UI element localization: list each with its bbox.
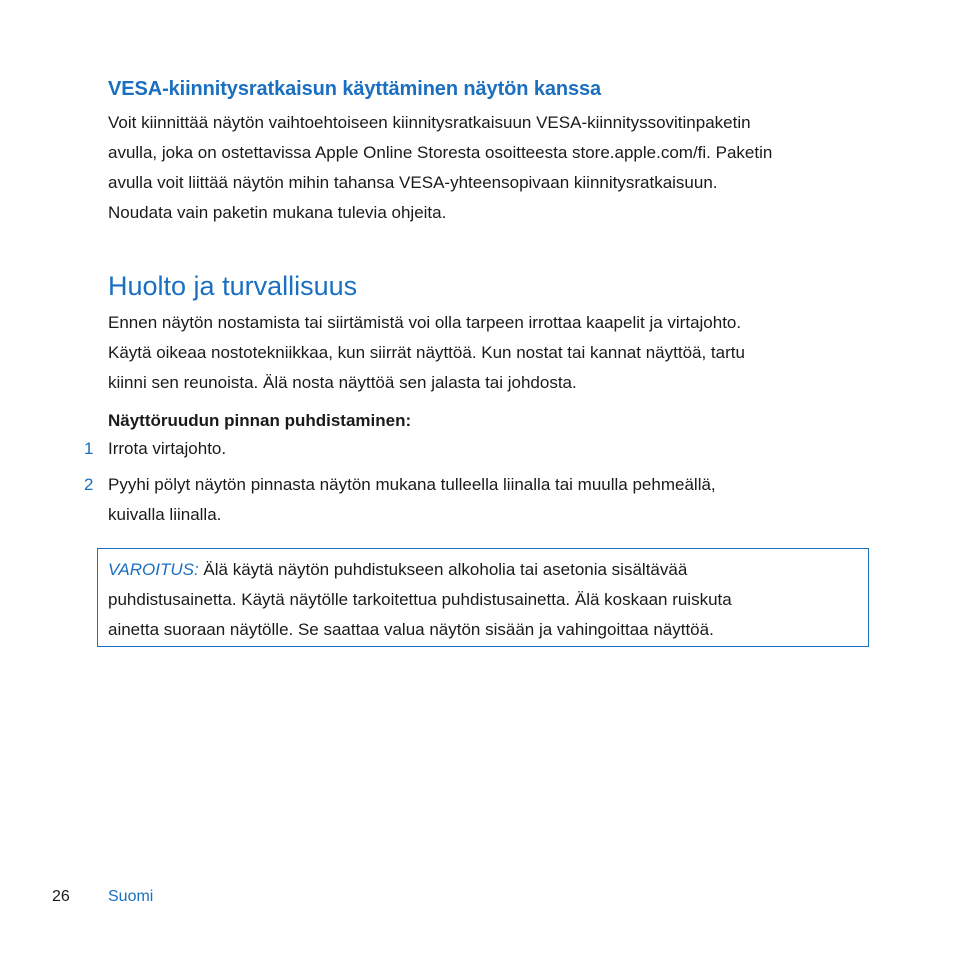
step-number: 1	[84, 439, 94, 458]
step-text	[108, 470, 868, 530]
warning-line-1: Älä käytä näytön puhdistukseen alkoholia tai asetonia sisältävää	[198, 560, 688, 579]
vesa-line-1: Voit kiinnittää näytön vaihtoehtoiseen kiinnitysratkaisuun VESA-kiinnityssovitinpaketin	[108, 113, 751, 132]
cleaning-subheading: Näyttöruudun pinnan puhdistaminen:	[108, 411, 412, 430]
vesa-heading: VESA-kiinnitysratkaisun käyttäminen näytön kanssa	[108, 78, 602, 100]
step-2-line-2: kuivalla liinalla.	[108, 505, 222, 524]
warning-line-2: puhdistusainetta. Käytä näytölle tarkoitettua puhdistusainetta. Älä koskaan ruiskuta	[108, 590, 732, 609]
step-text	[108, 434, 868, 464]
step-number: 2	[84, 475, 94, 494]
warning-box	[97, 548, 869, 647]
vesa-section	[108, 76, 888, 228]
care-line-2: Käytä oikeaa nostotekniikkaa, kun siirrät näyttöä. Kun nostat tai kannat näyttöä, tartu	[108, 343, 745, 362]
care-section	[108, 268, 888, 398]
page-number: 26	[52, 888, 70, 905]
vesa-line-4: Noudata vain paketin mukana tulevia ohjeita.	[108, 203, 447, 222]
step-2-line-1: Pyyhi pölyt näytön pinnasta näytön mukana tulleella liinalla tai muulla pehmeällä,	[108, 475, 716, 494]
warning-text	[108, 555, 858, 645]
vesa-line-3: avulla voit liittää näytön mihin tahansa VESA-yhteensopivaan kiinnitysratkaisuun.	[108, 173, 718, 192]
care-paragraph	[108, 308, 888, 398]
language-label: Suomi	[108, 888, 154, 905]
care-line-1: Ennen näytön nostamista tai siirtämistä voi olla tarpeen irrottaa kaapelit ja virtajohto.	[108, 313, 742, 332]
warning-label: VAROITUS:	[108, 560, 199, 579]
vesa-paragraph	[108, 108, 888, 228]
step-1-line-1: Irrota virtajohto.	[108, 439, 227, 458]
vesa-line-2: avulla, joka on ostettavissa Apple Online Storesta osoitteesta store.apple.com/fi. Paketin	[108, 143, 773, 162]
care-heading: Huolto ja turvallisuus	[108, 271, 358, 301]
care-line-3: kiinni sen reunoista. Älä nosta näyttöä sen jalasta tai johdosta.	[108, 373, 577, 392]
warning-line-3: ainetta suoraan näytölle. Se saattaa valua näytön sisään ja vahingoittaa näyttöä.	[108, 620, 714, 639]
